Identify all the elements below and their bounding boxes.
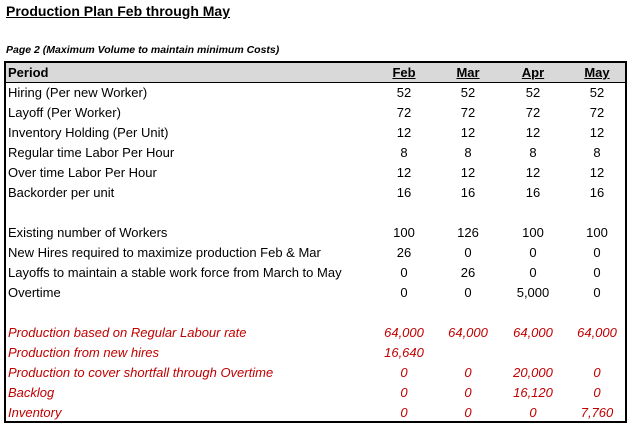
table-row: [6, 223, 625, 243]
row-value: 52: [396, 85, 412, 100]
row-label: Production to cover shortfall through Overtime: [8, 365, 274, 380]
row-label: Over time Labor Per Hour: [8, 165, 157, 180]
row-value: 0: [400, 405, 408, 420]
row-value: 12: [460, 125, 476, 140]
table-row: [6, 383, 625, 403]
row-value: 16: [525, 185, 541, 200]
table-row: [6, 363, 625, 383]
row-value: 0: [400, 265, 408, 280]
row-value: 72: [460, 105, 476, 120]
table-row: [6, 103, 625, 123]
table-row: [6, 303, 625, 323]
row-value: 100: [393, 225, 415, 240]
row-value: 72: [525, 105, 541, 120]
table-row: [6, 123, 625, 143]
row-value: 72: [589, 105, 605, 120]
table-row: [6, 263, 625, 283]
row-value: 16: [589, 185, 605, 200]
row-value: 12: [396, 125, 412, 140]
row-value: 12: [525, 165, 541, 180]
row-label: Inventory Holding (Per Unit): [8, 125, 169, 140]
row-value: 12: [396, 165, 412, 180]
row-value: 0: [464, 365, 472, 380]
row-label: Overtime: [8, 285, 61, 300]
row-value: 0: [464, 405, 472, 420]
row-value: 0: [593, 265, 601, 280]
table-row: [6, 283, 625, 303]
row-label: Production based on Regular Labour rate: [8, 325, 247, 340]
row-label: Layoff (Per Worker): [8, 105, 121, 120]
month-header-apr: Apr: [521, 65, 545, 80]
row-value: 12: [589, 165, 605, 180]
row-value: 12: [589, 125, 605, 140]
month-header-may: May: [584, 65, 610, 80]
row-value: 26: [460, 265, 476, 280]
table-row: [6, 163, 625, 183]
row-value: 12: [460, 165, 476, 180]
month-header-mar: Mar: [456, 65, 480, 80]
row-label: Inventory: [8, 405, 62, 420]
row-value: 16,120: [513, 385, 553, 400]
row-label: Regular time Labor Per Hour: [8, 145, 175, 160]
table-row: [6, 143, 625, 163]
table-row: [6, 323, 625, 343]
row-value: 20,000: [513, 365, 553, 380]
row-value: 16: [396, 185, 412, 200]
row-value: 64,000: [513, 325, 553, 340]
row-value: 100: [586, 225, 608, 240]
table-row: [6, 343, 625, 363]
row-label: New Hires required to maximize production Feb & Mar: [8, 245, 321, 260]
row-label: Hiring (Per new Worker): [8, 85, 148, 100]
table-row: [6, 403, 625, 423]
row-value: 0: [529, 245, 537, 260]
row-value: 52: [460, 85, 476, 100]
row-value: 64,000: [384, 325, 424, 340]
row-value: 0: [464, 245, 472, 260]
row-value: 52: [525, 85, 541, 100]
row-value: 100: [522, 225, 544, 240]
table-row: [6, 183, 625, 203]
row-value: 5,000: [516, 285, 550, 300]
row-value: 0: [464, 385, 472, 400]
row-value: 0: [593, 245, 601, 260]
table-row: [6, 203, 625, 223]
period-header: Period: [8, 65, 49, 80]
row-value: 8: [593, 145, 601, 160]
row-value: 0: [400, 385, 408, 400]
row-value: 26: [396, 245, 412, 260]
row-value: 8: [464, 145, 472, 160]
row-value: 0: [529, 405, 537, 420]
row-value: 16: [460, 185, 476, 200]
row-value: 0: [593, 365, 601, 380]
row-label: Backlog: [8, 385, 55, 400]
row-label: Existing number of Workers: [8, 225, 168, 240]
row-value: 8: [400, 145, 408, 160]
row-label: Production from new hires: [8, 345, 160, 360]
row-value: 0: [593, 385, 601, 400]
row-value: 64,000: [448, 325, 488, 340]
row-value: 0: [400, 285, 408, 300]
row-value: 12: [525, 125, 541, 140]
row-value: 0: [529, 265, 537, 280]
row-value: 7,760: [580, 405, 614, 420]
row-label: Layoffs to maintain a stable work force from March to May: [8, 265, 342, 280]
table-row: [6, 243, 625, 263]
row-value: 72: [396, 105, 412, 120]
row-label: Backorder per unit: [8, 185, 115, 200]
row-value: 16,640: [384, 345, 424, 360]
table-row: [6, 83, 625, 103]
row-value: 0: [400, 365, 408, 380]
page-title: Production Plan Feb through May: [6, 3, 230, 19]
table-header-row: [6, 63, 625, 83]
production-plan-table: [4, 61, 627, 423]
row-value: 126: [457, 225, 479, 240]
row-value: 0: [593, 285, 601, 300]
page-subtitle: Page 2 (Maximum Volume to maintain minimum Costs): [6, 44, 280, 56]
row-value: 0: [464, 285, 472, 300]
row-value: 8: [529, 145, 537, 160]
month-header-feb: Feb: [392, 65, 416, 80]
row-value: 64,000: [577, 325, 617, 340]
row-value: 52: [589, 85, 605, 100]
